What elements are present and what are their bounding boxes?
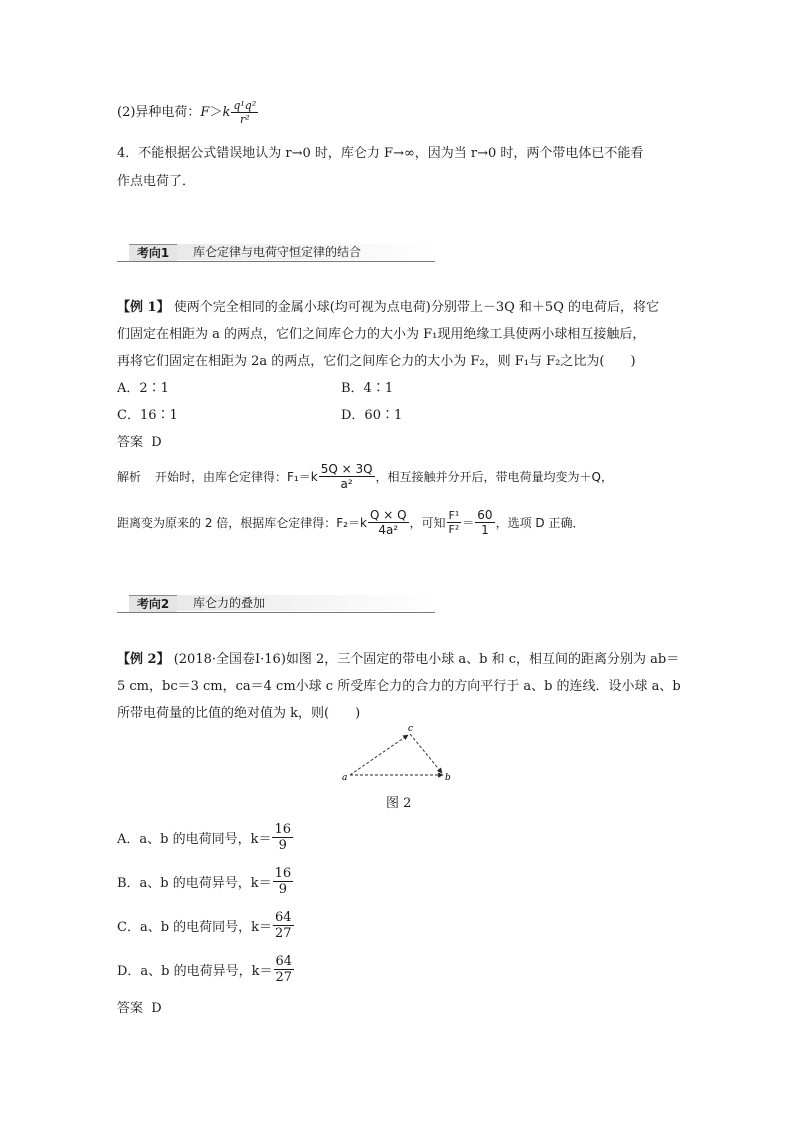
option-fraction: $\frac{64}{27}$ (275, 909, 292, 941)
example2-option-a: A．a、b 的电荷同号，k＝ $\frac{16}{9}$ (117, 821, 292, 853)
example2-option-b: B．a、b 的电荷异号，k＝ $\frac{16}{9}$ (117, 865, 292, 897)
item4-line1: 4．不能根据公式错误地认为 r→0 时，库仑力 F→∞，因为当 r→0 时，两个带电体已不能看 (117, 146, 644, 161)
section-rule (117, 261, 435, 262)
vertex-b-label: b (445, 773, 451, 783)
section-tag: 考向1 (129, 244, 177, 261)
example2-line2: 5 cm，bc＝3 cm，ca＝4 cm小球 c 所受库仑力的合力的方向平行于 a、b 的连线．设小球 a、b (117, 679, 681, 694)
figure-2-caption: 图 2 (386, 796, 412, 811)
item2-F: F (200, 105, 210, 120)
example2-answer (117, 997, 162, 1016)
answer-value: D (151, 1001, 162, 1016)
analysis-label: 解析 (117, 469, 142, 484)
example2-option-c: C．a、b 的电荷同号，k＝ $\frac{64}{27}$ (117, 909, 292, 941)
analysis-line2: 距离变为原来的 2 倍，根据库仑定律得：F₂＝k $\frac{Q \times Q}{\text{4a²}}$ ，可知 $\frac{\text{F¹}}{\text{F²}}$ ＝ $\frac{60}{1}$ ，选项 D 正确． (117, 507, 585, 537)
answer-value: D (151, 435, 162, 450)
vertex-a-label: a (342, 773, 348, 783)
analysis-fraction-2: $\frac{Q \times Q}{\text{4a²}}$ (369, 507, 407, 537)
section-header-2 (117, 595, 435, 613)
section-tag: 考向2 (129, 595, 177, 612)
section-rule (117, 612, 435, 613)
option-d: D．60∶1 (341, 408, 403, 423)
example2-option-d: D．a、b 的电荷异号，k＝ $\frac{64}{27}$ (117, 953, 293, 985)
item2-line (117, 100, 259, 125)
option-fraction: $\frac{16}{9}$ (274, 821, 292, 853)
section-header-1 (117, 244, 435, 262)
example2-line3: 所带电荷量的比值的绝对值为 k，则( ) (117, 706, 361, 721)
answer-label: 答案 (117, 435, 144, 450)
example1-label: 【例 1】 (117, 300, 170, 315)
option-b: B．4∶1 (341, 381, 394, 396)
analysis-fraction-1: $\frac{5Q \times 3Q}{\text{a²}}$ (320, 461, 373, 491)
item2-prefix: (2)异种电荷： (117, 105, 201, 120)
analysis-line1: 解析 开始时，由库仑定律得：F₁＝k $\frac{5Q \times 3Q}{\text{a²}}$ ，相互接触并分开后，带电荷量均变为＋Q， (117, 461, 613, 491)
analysis-fraction-3: $\frac{\text{F¹}}{\text{F²}}$ (448, 508, 460, 536)
option-a: A．2∶1 (117, 381, 169, 396)
example1-line1: 【例 1】 使两个完全相同的金属小球(均可视为点电荷)分别带上－3Q 和＋5Q 的电荷后，将它 (117, 300, 659, 315)
side-cb (410, 734, 442, 773)
example2-line1: 【例 2】 (2018·全国卷Ⅰ·16)如图 2，三个固定的带电小球 a、b 和 c，相互间的距离分别为 ab＝ (117, 652, 680, 667)
item2-gt: ＞ (209, 105, 223, 120)
example1-line2: 们固定在相距为 a 的两点，它们之间库仑力的大小为 F₁现用绝缘工具使两小球相互接触后， (117, 327, 646, 342)
option-fraction: $\frac{64}{27}$ (275, 953, 293, 985)
side-ac (350, 735, 408, 775)
item2-fraction: $\frac{\text{q¹q²}}{\text{r²}}$ (233, 99, 257, 126)
figure-2-triangle (340, 722, 460, 784)
section-title: 库仑定律与电荷守恒定律的结合 (177, 244, 435, 260)
item2-k: k (222, 105, 231, 120)
option-fraction: $\frac{16}{9}$ (274, 865, 292, 897)
item4-line2: 作点电荷了． (117, 174, 196, 189)
answer-label: 答案 (117, 1001, 144, 1016)
vertex-c-label: c (408, 724, 414, 734)
example1-answer (117, 431, 162, 450)
example1-line3: 再将它们固定在相距为 2a 的两点，它们之间库仑力的大小为 F₂，则 F₁与 F₂之比为( ) (117, 354, 636, 369)
option-c: C．16∶1 (117, 408, 178, 423)
analysis-fraction-4: $\frac{60}{1}$ (477, 507, 493, 537)
section-title: 库仑力的叠加 (177, 595, 435, 611)
example2-label: 【例 2】 (117, 652, 170, 667)
